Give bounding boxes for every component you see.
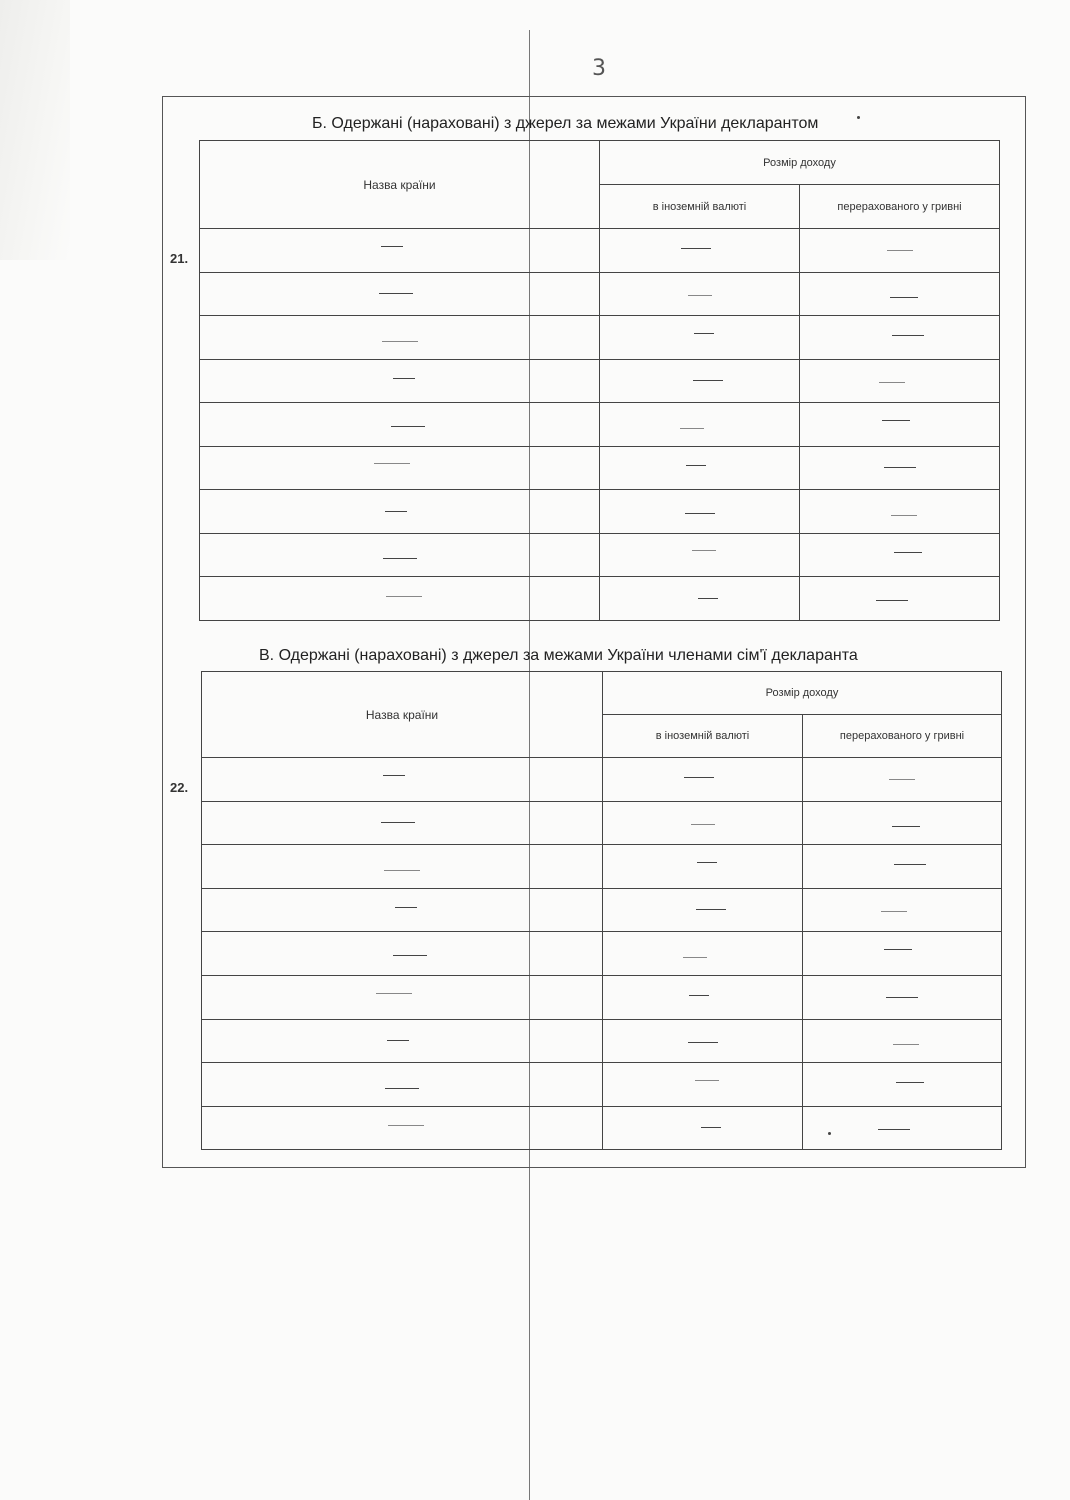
income-header: Розмір доходу (600, 141, 1000, 185)
foreign-currency-cell (603, 975, 803, 1019)
uah-cell (800, 316, 1000, 360)
handwritten-dash (691, 824, 715, 825)
handwritten-dash (391, 426, 425, 427)
foreign-currency-cell (603, 1019, 803, 1063)
uah-cell (800, 577, 1000, 621)
foreign-currency-cell (600, 403, 800, 447)
country-cell (202, 1019, 603, 1063)
foreign-currency-cell (600, 359, 800, 403)
handwritten-dash (382, 341, 418, 342)
section-v-rows (202, 758, 1002, 1150)
country-cell (200, 316, 600, 360)
uah-cell (803, 801, 1002, 845)
table-row (200, 533, 1000, 577)
uah-cell (803, 1019, 1002, 1063)
handwritten-dash (692, 550, 716, 551)
handwritten-dash (698, 598, 718, 599)
handwritten-dash (878, 1129, 910, 1130)
handwritten-dash (395, 907, 417, 908)
foreign-currency-cell (603, 1063, 803, 1107)
foreign-currency-cell (603, 845, 803, 889)
handwritten-dash (882, 420, 910, 421)
handwritten-dash (385, 511, 407, 512)
handwritten-dash (890, 297, 918, 298)
handwritten-dash (889, 779, 915, 780)
handwritten-dash (385, 1088, 419, 1089)
table-row (200, 316, 1000, 360)
section-b-rows (200, 229, 1000, 621)
handwritten-dash (680, 428, 704, 429)
handwritten-dash (884, 949, 912, 950)
handwritten-dash (393, 955, 427, 956)
handwritten-dash (894, 552, 922, 553)
handwritten-dash (689, 995, 709, 996)
uah-cell (800, 533, 1000, 577)
handwritten-dash (386, 596, 422, 597)
foreign-currency-cell (600, 490, 800, 534)
handwritten-dash (894, 864, 926, 865)
handwritten-dash (876, 600, 908, 601)
table-row (200, 577, 1000, 621)
handwritten-dash (374, 463, 410, 464)
handwritten-dash (381, 246, 403, 247)
handwritten-dash (379, 293, 413, 294)
table-row (202, 975, 1002, 1019)
country-cell (200, 533, 600, 577)
handwritten-dash (388, 1125, 424, 1126)
country-cell (200, 577, 600, 621)
table-row (202, 888, 1002, 932)
foreign-currency-cell (600, 272, 800, 316)
table-row (202, 801, 1002, 845)
uah-cell (803, 758, 1002, 802)
foreign-currency-cell (600, 533, 800, 577)
table-row (202, 758, 1002, 802)
country-cell (200, 403, 600, 447)
table-row (202, 1019, 1002, 1063)
handwritten-dash (694, 333, 714, 334)
handwritten-dash (683, 957, 707, 958)
country-cell (200, 229, 600, 273)
handwritten-dash (686, 465, 706, 466)
handwritten-dash (884, 467, 916, 468)
section-v-table (201, 671, 1002, 1150)
uah-header: перерахованого у гривні (803, 715, 1002, 758)
table-row (200, 229, 1000, 273)
handwritten-dash (701, 1127, 721, 1128)
handwritten-dash (393, 378, 415, 379)
table-row (200, 403, 1000, 447)
section-v-row-number: 22. (170, 780, 189, 795)
country-cell (202, 758, 603, 802)
handwritten-dash (384, 870, 420, 871)
section-b-table (199, 140, 1000, 621)
uah-cell (803, 975, 1002, 1019)
uah-cell (803, 1063, 1002, 1107)
table-row (200, 272, 1000, 316)
foreign-currency-cell (603, 758, 803, 802)
handwritten-dash (893, 1044, 919, 1045)
country-header: Назва країни (202, 672, 603, 758)
uah-cell (800, 272, 1000, 316)
uah-cell (803, 932, 1002, 976)
section-v-title: В. Одержані (нараховані) з джерел за межами України членами сім'ї декларанта (259, 647, 858, 664)
country-cell (200, 272, 600, 316)
table-row (202, 1106, 1002, 1150)
foreign-currency-cell (600, 577, 800, 621)
table-row (200, 490, 1000, 534)
table-row (202, 932, 1002, 976)
handwritten-dash (383, 558, 417, 559)
ink-dot (828, 1132, 831, 1135)
country-cell (202, 1063, 603, 1107)
country-cell (202, 975, 603, 1019)
table-row (200, 446, 1000, 490)
handwritten-dash (892, 335, 924, 336)
uah-cell (803, 1106, 1002, 1150)
country-cell (200, 446, 600, 490)
uah-cell (800, 446, 1000, 490)
country-header: Назва країни (200, 141, 600, 229)
handwritten-dash (896, 1082, 924, 1083)
country-cell (200, 359, 600, 403)
foreign-currency-cell (603, 888, 803, 932)
country-cell (202, 932, 603, 976)
handwritten-dash (681, 248, 711, 249)
handwritten-dash (881, 911, 907, 912)
ink-dot (857, 116, 860, 119)
handwritten-dash (688, 295, 712, 296)
handwritten-dash (376, 993, 412, 994)
foreign-currency-cell (603, 801, 803, 845)
page-number: 3 (592, 56, 606, 81)
handwritten-dash (387, 1040, 409, 1041)
uah-header: перерахованого у гривні (800, 185, 1000, 229)
handwritten-dash (685, 513, 715, 514)
country-cell (202, 801, 603, 845)
handwritten-dash (696, 909, 726, 910)
table-row (200, 359, 1000, 403)
country-cell (202, 1106, 603, 1150)
foreign-currency-cell (603, 1106, 803, 1150)
handwritten-dash (688, 1042, 718, 1043)
foreign-currency-header: в іноземній валюті (603, 715, 803, 758)
income-header: Розмір доходу (603, 672, 1002, 715)
handwritten-dash (693, 380, 723, 381)
foreign-currency-cell (600, 446, 800, 490)
uah-cell (800, 359, 1000, 403)
handwritten-dash (381, 822, 415, 823)
table-row (202, 1063, 1002, 1107)
foreign-currency-cell (600, 229, 800, 273)
uah-cell (803, 845, 1002, 889)
uah-cell (800, 490, 1000, 534)
section-b-row-number: 21. (170, 251, 189, 266)
handwritten-dash (886, 997, 918, 998)
handwritten-dash (684, 777, 714, 778)
uah-cell (800, 403, 1000, 447)
handwritten-dash (383, 775, 405, 776)
uah-cell (800, 229, 1000, 273)
handwritten-dash (879, 382, 905, 383)
country-cell (202, 888, 603, 932)
section-b-title: Б. Одержані (нараховані) з джерел за межами України декларантом (312, 115, 819, 132)
foreign-currency-cell (600, 316, 800, 360)
country-cell (200, 490, 600, 534)
table-row (202, 845, 1002, 889)
handwritten-dash (695, 1080, 719, 1081)
handwritten-dash (891, 515, 917, 516)
country-cell (202, 845, 603, 889)
handwritten-dash (887, 250, 913, 251)
handwritten-dash (892, 826, 920, 827)
foreign-currency-header: в іноземній валюті (600, 185, 800, 229)
scan-edge-shadow (0, 0, 70, 260)
uah-cell (803, 888, 1002, 932)
handwritten-dash (697, 862, 717, 863)
foreign-currency-cell (603, 932, 803, 976)
